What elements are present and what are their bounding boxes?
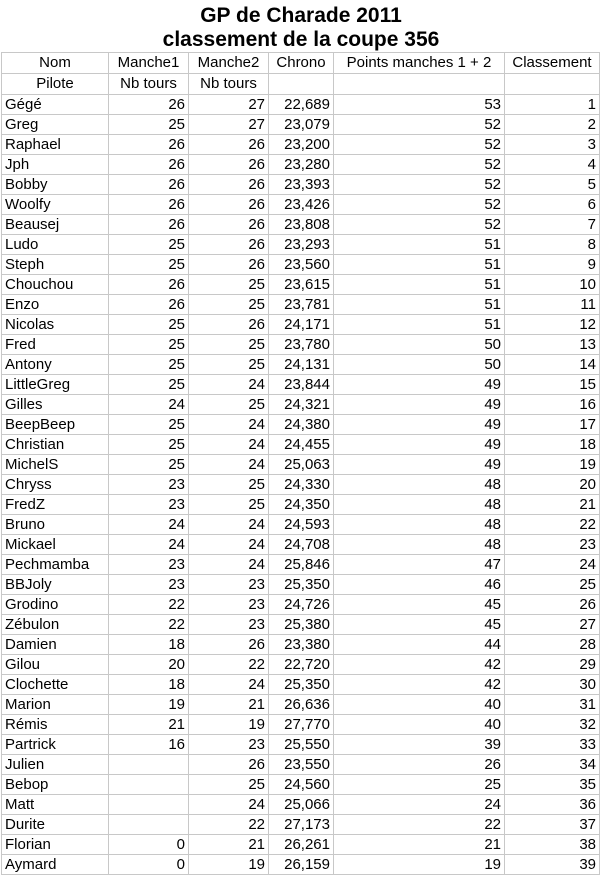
points-cell: 52 bbox=[334, 175, 505, 195]
manche1-laps-cell: 23 bbox=[109, 495, 189, 515]
points-cell: 51 bbox=[334, 275, 505, 295]
manche2-laps-cell: 22 bbox=[189, 655, 269, 675]
chrono-cell: 25,066 bbox=[269, 795, 334, 815]
manche1-laps-cell: 25 bbox=[109, 315, 189, 335]
chrono-cell: 23,560 bbox=[269, 255, 334, 275]
points-cell: 48 bbox=[334, 515, 505, 535]
points-cell: 42 bbox=[334, 655, 505, 675]
manche1-laps-cell: 18 bbox=[109, 675, 189, 695]
header-row-1 bbox=[2, 53, 600, 74]
manche2-laps-cell: 26 bbox=[189, 195, 269, 215]
manche2-laps-cell: 26 bbox=[189, 255, 269, 275]
manche2-laps-cell: 22 bbox=[189, 815, 269, 835]
pilot-name-cell: Steph bbox=[2, 255, 109, 275]
manche1-laps-cell: 23 bbox=[109, 475, 189, 495]
pilot-name-cell: Christian bbox=[2, 435, 109, 455]
pilot-name-cell: Pechmamba bbox=[2, 555, 109, 575]
points-cell: 44 bbox=[334, 635, 505, 655]
chrono-cell: 25,550 bbox=[269, 735, 334, 755]
manche1-laps-cell: 18 bbox=[109, 635, 189, 655]
header-manche1: Manche1 bbox=[109, 53, 189, 74]
classement-cell: 37 bbox=[505, 815, 600, 835]
classement-cell: 19 bbox=[505, 455, 600, 475]
manche1-laps-cell: 26 bbox=[109, 195, 189, 215]
points-cell: 40 bbox=[334, 695, 505, 715]
classement-cell: 8 bbox=[505, 235, 600, 255]
header-points: Points manches 1 + 2 bbox=[334, 53, 505, 74]
chrono-cell: 26,159 bbox=[269, 855, 334, 875]
chrono-cell: 24,593 bbox=[269, 515, 334, 535]
manche1-laps-cell: 25 bbox=[109, 115, 189, 135]
classement-cell: 1 bbox=[505, 95, 600, 115]
table-row bbox=[2, 855, 600, 875]
manche2-laps-cell: 23 bbox=[189, 735, 269, 755]
chrono-cell: 25,846 bbox=[269, 555, 334, 575]
manche1-laps-cell: 26 bbox=[109, 275, 189, 295]
chrono-cell: 24,330 bbox=[269, 475, 334, 495]
points-cell: 22 bbox=[334, 815, 505, 835]
table-row bbox=[2, 615, 600, 635]
manche2-laps-cell: 24 bbox=[189, 415, 269, 435]
classement-cell: 13 bbox=[505, 335, 600, 355]
manche2-laps-cell: 26 bbox=[189, 315, 269, 335]
manche2-laps-cell: 24 bbox=[189, 535, 269, 555]
chrono-cell: 23,426 bbox=[269, 195, 334, 215]
manche2-laps-cell: 24 bbox=[189, 435, 269, 455]
pilot-name-cell: MichelS bbox=[2, 455, 109, 475]
manche1-laps-cell: 26 bbox=[109, 215, 189, 235]
manche2-laps-cell: 26 bbox=[189, 155, 269, 175]
manche2-laps-cell: 24 bbox=[189, 375, 269, 395]
pilot-name-cell: Beausej bbox=[2, 215, 109, 235]
table-row bbox=[2, 735, 600, 755]
table-row bbox=[2, 175, 600, 195]
points-cell: 46 bbox=[334, 575, 505, 595]
manche1-laps-cell: 16 bbox=[109, 735, 189, 755]
table-row bbox=[2, 195, 600, 215]
manche2-laps-cell: 25 bbox=[189, 295, 269, 315]
points-cell: 21 bbox=[334, 835, 505, 855]
manche2-laps-cell: 24 bbox=[189, 515, 269, 535]
chrono-cell: 23,844 bbox=[269, 375, 334, 395]
manche1-laps-cell: 24 bbox=[109, 395, 189, 415]
manche2-laps-cell: 19 bbox=[189, 855, 269, 875]
classement-cell: 20 bbox=[505, 475, 600, 495]
manche1-laps-cell: 26 bbox=[109, 175, 189, 195]
classement-cell: 2 bbox=[505, 115, 600, 135]
points-cell: 42 bbox=[334, 675, 505, 695]
manche1-laps-cell: 25 bbox=[109, 415, 189, 435]
table-row bbox=[2, 715, 600, 735]
manche2-laps-cell: 23 bbox=[189, 575, 269, 595]
classement-cell: 10 bbox=[505, 275, 600, 295]
points-cell: 49 bbox=[334, 435, 505, 455]
chrono-cell: 25,380 bbox=[269, 615, 334, 635]
manche1-laps-cell: 25 bbox=[109, 255, 189, 275]
points-cell: 51 bbox=[334, 295, 505, 315]
pilot-name-cell: Zébulon bbox=[2, 615, 109, 635]
manche1-laps-cell: 24 bbox=[109, 535, 189, 555]
table-row bbox=[2, 575, 600, 595]
manche1-laps-cell: 25 bbox=[109, 235, 189, 255]
classement-cell: 27 bbox=[505, 615, 600, 635]
manche1-laps-cell: 26 bbox=[109, 95, 189, 115]
header-classement: Classement bbox=[505, 53, 600, 74]
pilot-name-cell: Clochette bbox=[2, 675, 109, 695]
classement-cell: 18 bbox=[505, 435, 600, 455]
chrono-cell: 23,280 bbox=[269, 155, 334, 175]
manche2-laps-cell: 26 bbox=[189, 755, 269, 775]
points-cell: 45 bbox=[334, 595, 505, 615]
chrono-cell: 24,131 bbox=[269, 355, 334, 375]
chrono-cell: 23,293 bbox=[269, 235, 334, 255]
chrono-cell: 25,350 bbox=[269, 675, 334, 695]
chrono-cell: 24,321 bbox=[269, 395, 334, 415]
table-row bbox=[2, 95, 600, 115]
manche2-laps-cell: 27 bbox=[189, 95, 269, 115]
table-row bbox=[2, 695, 600, 715]
table-row bbox=[2, 555, 600, 575]
pilot-name-cell: BeepBeep bbox=[2, 415, 109, 435]
classement-cell: 22 bbox=[505, 515, 600, 535]
manche1-laps-cell bbox=[109, 755, 189, 775]
classement-cell: 29 bbox=[505, 655, 600, 675]
points-cell: 52 bbox=[334, 115, 505, 135]
chrono-cell: 26,636 bbox=[269, 695, 334, 715]
chrono-cell: 23,550 bbox=[269, 755, 334, 775]
manche2-laps-cell: 24 bbox=[189, 795, 269, 815]
pilot-name-cell: Rémis bbox=[2, 715, 109, 735]
manche1-laps-cell: 23 bbox=[109, 555, 189, 575]
chrono-cell: 24,708 bbox=[269, 535, 334, 555]
title-line-1: GP de Charade 2011 bbox=[200, 4, 402, 27]
pilot-name-cell: Marion bbox=[2, 695, 109, 715]
classement-cell: 33 bbox=[505, 735, 600, 755]
document-title bbox=[0, 0, 602, 52]
chrono-cell: 24,350 bbox=[269, 495, 334, 515]
pilot-name-cell: Fred bbox=[2, 335, 109, 355]
manche2-laps-cell: 25 bbox=[189, 395, 269, 415]
table-row bbox=[2, 255, 600, 275]
table-row bbox=[2, 515, 600, 535]
manche2-laps-cell: 26 bbox=[189, 135, 269, 155]
table-row bbox=[2, 275, 600, 295]
table-row bbox=[2, 115, 600, 135]
manche2-laps-cell: 25 bbox=[189, 335, 269, 355]
classement-cell: 3 bbox=[505, 135, 600, 155]
chrono-cell: 24,380 bbox=[269, 415, 334, 435]
classement-cell: 26 bbox=[505, 595, 600, 615]
points-cell: 52 bbox=[334, 215, 505, 235]
manche2-laps-cell: 24 bbox=[189, 455, 269, 475]
pilot-name-cell: Florian bbox=[2, 835, 109, 855]
pilot-name-cell: Gilles bbox=[2, 395, 109, 415]
chrono-cell: 24,171 bbox=[269, 315, 334, 335]
chrono-cell: 24,560 bbox=[269, 775, 334, 795]
points-cell: 19 bbox=[334, 855, 505, 875]
manche2-laps-cell: 25 bbox=[189, 775, 269, 795]
header-blank-classement bbox=[505, 74, 600, 95]
pilot-name-cell: Matt bbox=[2, 795, 109, 815]
manche1-laps-cell: 22 bbox=[109, 615, 189, 635]
points-cell: 45 bbox=[334, 615, 505, 635]
table-row bbox=[2, 835, 600, 855]
points-cell: 52 bbox=[334, 135, 505, 155]
pilot-name-cell: Aymard bbox=[2, 855, 109, 875]
table-row bbox=[2, 655, 600, 675]
manche2-laps-cell: 26 bbox=[189, 235, 269, 255]
pilot-name-cell: Durite bbox=[2, 815, 109, 835]
table-row bbox=[2, 295, 600, 315]
table-row bbox=[2, 635, 600, 655]
manche1-laps-cell bbox=[109, 775, 189, 795]
manche1-laps-cell: 26 bbox=[109, 295, 189, 315]
manche2-laps-cell: 24 bbox=[189, 675, 269, 695]
header-name: Nom bbox=[2, 53, 109, 74]
manche2-laps-cell: 25 bbox=[189, 475, 269, 495]
points-cell: 48 bbox=[334, 475, 505, 495]
manche1-laps-cell: 26 bbox=[109, 135, 189, 155]
manche2-laps-cell: 21 bbox=[189, 835, 269, 855]
manche1-laps-cell: 25 bbox=[109, 335, 189, 355]
table-row bbox=[2, 215, 600, 235]
points-cell: 51 bbox=[334, 255, 505, 275]
points-cell: 49 bbox=[334, 375, 505, 395]
pilot-name-cell: Gilou bbox=[2, 655, 109, 675]
table-row bbox=[2, 355, 600, 375]
chrono-cell: 23,380 bbox=[269, 635, 334, 655]
classement-cell: 23 bbox=[505, 535, 600, 555]
classement-cell: 5 bbox=[505, 175, 600, 195]
table-row bbox=[2, 415, 600, 435]
points-cell: 26 bbox=[334, 755, 505, 775]
table-row bbox=[2, 475, 600, 495]
chrono-cell: 23,615 bbox=[269, 275, 334, 295]
pilot-name-cell: Woolfy bbox=[2, 195, 109, 215]
table-row bbox=[2, 775, 600, 795]
manche1-laps-cell: 26 bbox=[109, 155, 189, 175]
header-blank-chrono bbox=[269, 74, 334, 95]
classement-cell: 39 bbox=[505, 855, 600, 875]
classement-cell: 11 bbox=[505, 295, 600, 315]
classement-cell: 34 bbox=[505, 755, 600, 775]
points-cell: 53 bbox=[334, 95, 505, 115]
manche1-laps-cell: 25 bbox=[109, 455, 189, 475]
header-chrono: Chrono bbox=[269, 53, 334, 74]
points-cell: 51 bbox=[334, 235, 505, 255]
classement-cell: 35 bbox=[505, 775, 600, 795]
table-row bbox=[2, 755, 600, 775]
manche2-laps-cell: 26 bbox=[189, 215, 269, 235]
table-row bbox=[2, 335, 600, 355]
manche1-laps-cell bbox=[109, 795, 189, 815]
pilot-name-cell: Damien bbox=[2, 635, 109, 655]
manche2-laps-cell: 23 bbox=[189, 595, 269, 615]
manche1-laps-cell: 0 bbox=[109, 855, 189, 875]
points-cell: 49 bbox=[334, 415, 505, 435]
chrono-cell: 23,393 bbox=[269, 175, 334, 195]
classement-cell: 7 bbox=[505, 215, 600, 235]
chrono-cell: 24,455 bbox=[269, 435, 334, 455]
pilot-name-cell: Nicolas bbox=[2, 315, 109, 335]
manche1-laps-cell: 25 bbox=[109, 355, 189, 375]
chrono-cell: 26,261 bbox=[269, 835, 334, 855]
classement-cell: 24 bbox=[505, 555, 600, 575]
table-row bbox=[2, 495, 600, 515]
pilot-name-cell: Bobby bbox=[2, 175, 109, 195]
pilot-name-cell: Chouchou bbox=[2, 275, 109, 295]
chrono-cell: 27,770 bbox=[269, 715, 334, 735]
chrono-cell: 24,726 bbox=[269, 595, 334, 615]
classement-cell: 30 bbox=[505, 675, 600, 695]
points-cell: 51 bbox=[334, 315, 505, 335]
classement-cell: 25 bbox=[505, 575, 600, 595]
pilot-name-cell: Raphael bbox=[2, 135, 109, 155]
header-pilote: Pilote bbox=[2, 74, 109, 95]
pilot-name-cell: FredZ bbox=[2, 495, 109, 515]
pilot-name-cell: Mickael bbox=[2, 535, 109, 555]
points-cell: 52 bbox=[334, 195, 505, 215]
classement-cell: 12 bbox=[505, 315, 600, 335]
table-row bbox=[2, 435, 600, 455]
manche2-laps-cell: 21 bbox=[189, 695, 269, 715]
points-cell: 48 bbox=[334, 535, 505, 555]
manche1-laps-cell: 20 bbox=[109, 655, 189, 675]
classement-cell: 6 bbox=[505, 195, 600, 215]
manche2-laps-cell: 25 bbox=[189, 275, 269, 295]
pilot-name-cell: Enzo bbox=[2, 295, 109, 315]
header-nb-tours-2: Nb tours bbox=[189, 74, 269, 95]
classement-cell: 28 bbox=[505, 635, 600, 655]
points-cell: 24 bbox=[334, 795, 505, 815]
header-nb-tours-1: Nb tours bbox=[109, 74, 189, 95]
table-row bbox=[2, 795, 600, 815]
chrono-cell: 27,173 bbox=[269, 815, 334, 835]
pilot-name-cell: Bruno bbox=[2, 515, 109, 535]
header-manche2: Manche2 bbox=[189, 53, 269, 74]
chrono-cell: 23,808 bbox=[269, 215, 334, 235]
chrono-cell: 23,781 bbox=[269, 295, 334, 315]
pilot-name-cell: Greg bbox=[2, 115, 109, 135]
header-blank-points bbox=[334, 74, 505, 95]
classement-cell: 17 bbox=[505, 415, 600, 435]
manche2-laps-cell: 26 bbox=[189, 635, 269, 655]
chrono-cell: 25,063 bbox=[269, 455, 334, 475]
points-cell: 50 bbox=[334, 355, 505, 375]
points-cell: 48 bbox=[334, 495, 505, 515]
chrono-cell: 25,350 bbox=[269, 575, 334, 595]
classement-cell: 21 bbox=[505, 495, 600, 515]
manche2-laps-cell: 23 bbox=[189, 615, 269, 635]
classement-cell: 15 bbox=[505, 375, 600, 395]
table-row bbox=[2, 375, 600, 395]
table-row bbox=[2, 155, 600, 175]
pilot-name-cell: BBJoly bbox=[2, 575, 109, 595]
manche2-laps-cell: 24 bbox=[189, 555, 269, 575]
manche2-laps-cell: 25 bbox=[189, 495, 269, 515]
table-row bbox=[2, 675, 600, 695]
pilot-name-cell: Bebop bbox=[2, 775, 109, 795]
table-row bbox=[2, 535, 600, 555]
pilot-name-cell: Gégé bbox=[2, 95, 109, 115]
table-row bbox=[2, 815, 600, 835]
pilot-name-cell: Julien bbox=[2, 755, 109, 775]
table-row bbox=[2, 595, 600, 615]
pilot-name-cell: Antony bbox=[2, 355, 109, 375]
points-cell: 49 bbox=[334, 395, 505, 415]
chrono-cell: 22,689 bbox=[269, 95, 334, 115]
points-cell: 47 bbox=[334, 555, 505, 575]
chrono-cell: 23,200 bbox=[269, 135, 334, 155]
table-row bbox=[2, 235, 600, 255]
chrono-cell: 23,079 bbox=[269, 115, 334, 135]
manche1-laps-cell: 25 bbox=[109, 435, 189, 455]
classement-cell: 9 bbox=[505, 255, 600, 275]
manche1-laps-cell: 0 bbox=[109, 835, 189, 855]
classement-cell: 16 bbox=[505, 395, 600, 415]
chrono-cell: 23,780 bbox=[269, 335, 334, 355]
classement-cell: 14 bbox=[505, 355, 600, 375]
table-row bbox=[2, 135, 600, 155]
pilot-name-cell: Ludo bbox=[2, 235, 109, 255]
points-cell: 40 bbox=[334, 715, 505, 735]
points-cell: 50 bbox=[334, 335, 505, 355]
pilot-name-cell: Jph bbox=[2, 155, 109, 175]
points-cell: 25 bbox=[334, 775, 505, 795]
manche1-laps-cell bbox=[109, 815, 189, 835]
manche2-laps-cell: 27 bbox=[189, 115, 269, 135]
classement-cell: 32 bbox=[505, 715, 600, 735]
points-cell: 49 bbox=[334, 455, 505, 475]
manche2-laps-cell: 19 bbox=[189, 715, 269, 735]
points-cell: 39 bbox=[334, 735, 505, 755]
results-table bbox=[1, 52, 600, 875]
classement-cell: 31 bbox=[505, 695, 600, 715]
classement-cell: 4 bbox=[505, 155, 600, 175]
manche2-laps-cell: 26 bbox=[189, 175, 269, 195]
manche1-laps-cell: 21 bbox=[109, 715, 189, 735]
pilot-name-cell: LittleGreg bbox=[2, 375, 109, 395]
points-cell: 52 bbox=[334, 155, 505, 175]
title-line-2: classement de la coupe 356 bbox=[162, 28, 440, 51]
table-row bbox=[2, 395, 600, 415]
classement-cell: 36 bbox=[505, 795, 600, 815]
pilot-name-cell: Grodino bbox=[2, 595, 109, 615]
classement-cell: 38 bbox=[505, 835, 600, 855]
manche1-laps-cell: 23 bbox=[109, 575, 189, 595]
manche1-laps-cell: 24 bbox=[109, 515, 189, 535]
manche2-laps-cell: 25 bbox=[189, 355, 269, 375]
manche1-laps-cell: 25 bbox=[109, 375, 189, 395]
pilot-name-cell: Partrick bbox=[2, 735, 109, 755]
chrono-cell: 22,720 bbox=[269, 655, 334, 675]
results-body bbox=[2, 95, 600, 875]
pilot-name-cell: Chryss bbox=[2, 475, 109, 495]
table-row bbox=[2, 315, 600, 335]
manche1-laps-cell: 19 bbox=[109, 695, 189, 715]
table-row bbox=[2, 455, 600, 475]
manche1-laps-cell: 22 bbox=[109, 595, 189, 615]
header-row-2 bbox=[2, 74, 600, 95]
